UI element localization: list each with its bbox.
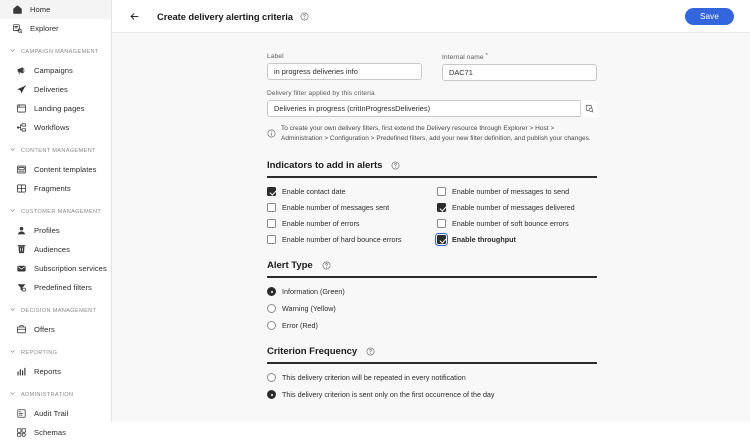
help-circle-icon[interactable] <box>300 12 309 21</box>
checkbox-label: Enable number of errors <box>282 219 360 229</box>
alert-type-radio-group <box>267 287 597 330</box>
radio-label: Warning (Yellow) <box>282 304 336 314</box>
page-title <box>157 11 309 22</box>
sidebar-item-campaigns[interactable] <box>0 61 111 80</box>
paper-plane-icon <box>16 84 27 95</box>
sidebar-item-predefined-filters[interactable] <box>0 278 111 297</box>
sidebar-item-label: Profiles <box>34 225 60 235</box>
checkbox-enable-number-of-messages-to-send[interactable] <box>437 187 597 196</box>
radio-dot[interactable] <box>267 390 276 399</box>
radio-dot[interactable] <box>267 373 276 382</box>
sidebar-section-label: CUSTOMER MANAGEMENT <box>21 208 102 215</box>
chevron-down-icon <box>9 306 16 315</box>
radio-dot[interactable] <box>267 304 276 313</box>
sidebar-item-label: Audiences <box>34 244 70 254</box>
sidebar-item-deliveries[interactable] <box>0 80 111 99</box>
criteria-form <box>267 53 597 399</box>
required-marker: * <box>485 53 488 59</box>
alert-type-title <box>267 260 597 271</box>
delivery-filter-label: Delivery filter applied by this criteria <box>267 90 375 97</box>
checkbox-enable-number-of-soft-bounce-errors[interactable] <box>437 219 597 228</box>
sidebar-item-audiences[interactable] <box>0 240 111 259</box>
sidebar-item-label: Audit Trail <box>34 408 69 418</box>
internal-name-field-group <box>442 53 597 81</box>
template-icon <box>16 164 27 175</box>
alert-type-section <box>267 260 597 330</box>
sidebar-item-content-templates[interactable] <box>0 160 111 179</box>
audiences-icon <box>16 244 27 255</box>
sidebar-item-label: Explorer <box>30 23 59 33</box>
top-bar <box>112 0 750 33</box>
criterion-frequency-title <box>267 346 597 357</box>
sidebar-item-audit-trail[interactable] <box>0 404 111 423</box>
picker-icon[interactable] <box>580 100 597 117</box>
radio-frequency-this-delivery-criterion-will-be-repeated-in-every-notification[interactable] <box>267 373 597 382</box>
checkbox-enable-contact-date[interactable] <box>267 187 437 196</box>
internal-name-label-text: Internal name <box>442 54 484 61</box>
bar-chart-icon <box>16 366 27 377</box>
workflow-icon <box>16 122 27 133</box>
sidebar-section-label: CAMPAIGN MANAGEMENT <box>21 48 99 55</box>
criterion-frequency-divider <box>267 362 597 364</box>
radio-label: This delivery criterion will be repeated in every notification <box>282 373 466 383</box>
sidebar-section-reporting[interactable] <box>0 343 111 362</box>
sidebar-item-label: Home <box>30 4 51 14</box>
checkbox-enable-number-of-messages-sent[interactable] <box>267 203 437 212</box>
sidebar-section-decision-management[interactable] <box>0 301 111 320</box>
filter-icon <box>16 282 27 293</box>
sidebar-section-administration[interactable] <box>0 385 111 404</box>
checkbox-box[interactable] <box>267 219 276 228</box>
sidebar-item-explorer[interactable] <box>0 19 111 38</box>
sidebar-item-home[interactable] <box>0 0 111 19</box>
sidebar-item-subscription-services[interactable] <box>0 259 111 278</box>
info-circle-icon <box>267 125 276 134</box>
landing-page-icon <box>16 103 27 114</box>
sidebar-section-content-management[interactable] <box>0 141 111 160</box>
subscription-icon <box>16 263 27 274</box>
sidebar-item-label: Reports <box>34 366 61 376</box>
checkbox-label: Enable contact date <box>282 187 346 197</box>
main-area <box>112 0 750 422</box>
radio-alert-type-error-red[interactable] <box>267 321 597 330</box>
delivery-filter-input-wrap <box>267 100 597 117</box>
alert-type-title-text: Alert Type <box>267 260 313 272</box>
sidebar-item-label: Content templates <box>34 164 97 174</box>
criterion-frequency-title-text: Criterion Frequency <box>267 346 358 358</box>
delivery-filter-field-group <box>267 90 597 117</box>
sidebar-item-label: Campaigns <box>34 65 73 75</box>
checkbox-box[interactable] <box>437 219 446 228</box>
checkbox-label: Enable number of soft bounce errors <box>452 219 569 229</box>
sidebar-section-label: DECISION MANAGEMENT <box>21 307 97 314</box>
indicators-title <box>267 160 597 171</box>
radio-dot[interactable] <box>267 321 276 330</box>
chevron-down-icon <box>9 47 16 56</box>
sidebar-item-label: Deliveries <box>34 84 68 94</box>
sidebar-item-label: Landing pages <box>34 103 85 113</box>
internal-name-label <box>442 53 597 61</box>
sidebar <box>0 0 112 437</box>
sidebar-section-campaign-management[interactable] <box>0 42 111 61</box>
save-button[interactable]: Save <box>685 8 734 25</box>
radio-dot[interactable] <box>267 287 276 296</box>
checkbox-label: Enable number of messages delivered <box>452 203 575 213</box>
sidebar-item-label: Subscription services <box>34 263 107 273</box>
profile-icon <box>16 225 27 236</box>
chevron-down-icon <box>9 146 16 155</box>
sidebar-item-label: Offers <box>34 324 55 334</box>
indicators-checkbox-grid <box>267 187 597 244</box>
sidebar-item-workflows[interactable] <box>0 118 111 137</box>
sidebar-item-label: Schemas <box>34 427 67 437</box>
criterion-frequency-section <box>267 346 597 399</box>
checkbox-box[interactable] <box>437 203 446 212</box>
checkbox-box[interactable] <box>267 203 276 212</box>
sidebar-item-label: Fragments <box>34 183 71 193</box>
content-scroll-area[interactable] <box>112 33 750 422</box>
checkbox-box[interactable] <box>267 235 276 244</box>
info-note <box>267 124 597 144</box>
criterion-frequency-radio-group <box>267 373 597 399</box>
checkbox-box[interactable] <box>437 187 446 196</box>
indicators-section <box>267 160 597 244</box>
explorer-icon <box>12 23 23 34</box>
chevron-down-icon <box>9 207 16 216</box>
radio-alert-type-information-green[interactable] <box>267 287 597 296</box>
audit-trail-icon <box>16 408 27 419</box>
label-input-wrap <box>267 63 422 80</box>
sidebar-section-customer-management[interactable] <box>0 202 111 221</box>
help-circle-icon[interactable] <box>322 261 331 270</box>
sidebar-item-label: Workflows <box>34 122 70 132</box>
help-circle-icon[interactable] <box>366 347 375 356</box>
chevron-down-icon <box>9 390 16 399</box>
checkbox-label: Enable number of messages sent <box>282 203 390 213</box>
chevron-down-icon <box>9 348 16 357</box>
help-circle-icon[interactable] <box>391 161 400 170</box>
sidebar-section-label: CONTENT MANAGEMENT <box>21 147 96 154</box>
radio-label: Information (Green) <box>282 287 345 297</box>
sidebar-item-reports[interactable] <box>0 362 111 381</box>
checkbox-label: Enable throughput <box>452 235 516 245</box>
checkbox-box[interactable] <box>437 235 446 244</box>
alert-type-divider <box>267 276 597 278</box>
internal-name-input-wrap <box>442 64 597 81</box>
checkbox-label: Enable number of hard bounce errors <box>282 235 402 245</box>
label-field-label: Label <box>267 53 284 60</box>
radio-alert-type-warning-yellow[interactable] <box>267 304 597 313</box>
checkbox-enable-number-of-errors[interactable] <box>267 219 437 228</box>
sidebar-item-offers[interactable] <box>0 320 111 339</box>
indicators-divider <box>267 176 597 178</box>
offers-icon <box>16 324 27 335</box>
checkbox-enable-throughput[interactable] <box>437 235 597 244</box>
checkbox-enable-number-of-messages-delivered[interactable] <box>437 203 597 212</box>
sidebar-section-label: REPORTING <box>21 349 58 356</box>
checkbox-box[interactable] <box>267 187 276 196</box>
schemas-icon <box>16 427 27 438</box>
fragments-icon <box>16 183 27 194</box>
info-note-text: To create your own delivery filters, first extend the Delivery resource through Explorer > Host > Administration > Configuration > Predefined filters, add your new filter definition, and publish your changes. <box>281 125 591 143</box>
label-field-group <box>267 53 422 81</box>
radio-label: Error (Red) <box>282 321 318 331</box>
indicators-title-text: Indicators to add in alerts <box>267 160 383 172</box>
sidebar-item-landing-pages[interactable] <box>0 99 111 118</box>
home-icon <box>12 4 23 15</box>
name-fields-row <box>267 53 597 81</box>
sidebar-item-fragments[interactable] <box>0 179 111 198</box>
delivery-filter-input[interactable] <box>267 100 597 117</box>
megaphone-icon <box>16 65 27 76</box>
back-arrow-icon[interactable] <box>126 8 143 25</box>
page-title-text: Create delivery alerting criteria <box>157 10 293 22</box>
internal-name-input[interactable] <box>442 64 597 81</box>
radio-frequency-this-delivery-criterion-is-sent-only-on-the-first-occurrence-of-the-day[interactable] <box>267 390 597 399</box>
radio-label: This delivery criterion is sent only on the first occurrence of the day <box>282 390 495 400</box>
sidebar-item-profiles[interactable] <box>0 221 111 240</box>
checkbox-label: Enable number of messages to send <box>452 187 570 197</box>
label-input[interactable] <box>267 63 422 80</box>
sidebar-item-label: Predefined filters <box>34 282 92 292</box>
checkbox-enable-number-of-hard-bounce-errors[interactable] <box>267 235 437 244</box>
sidebar-item-schemas[interactable] <box>0 423 111 442</box>
sidebar-section-label: ADMINISTRATION <box>21 391 74 398</box>
